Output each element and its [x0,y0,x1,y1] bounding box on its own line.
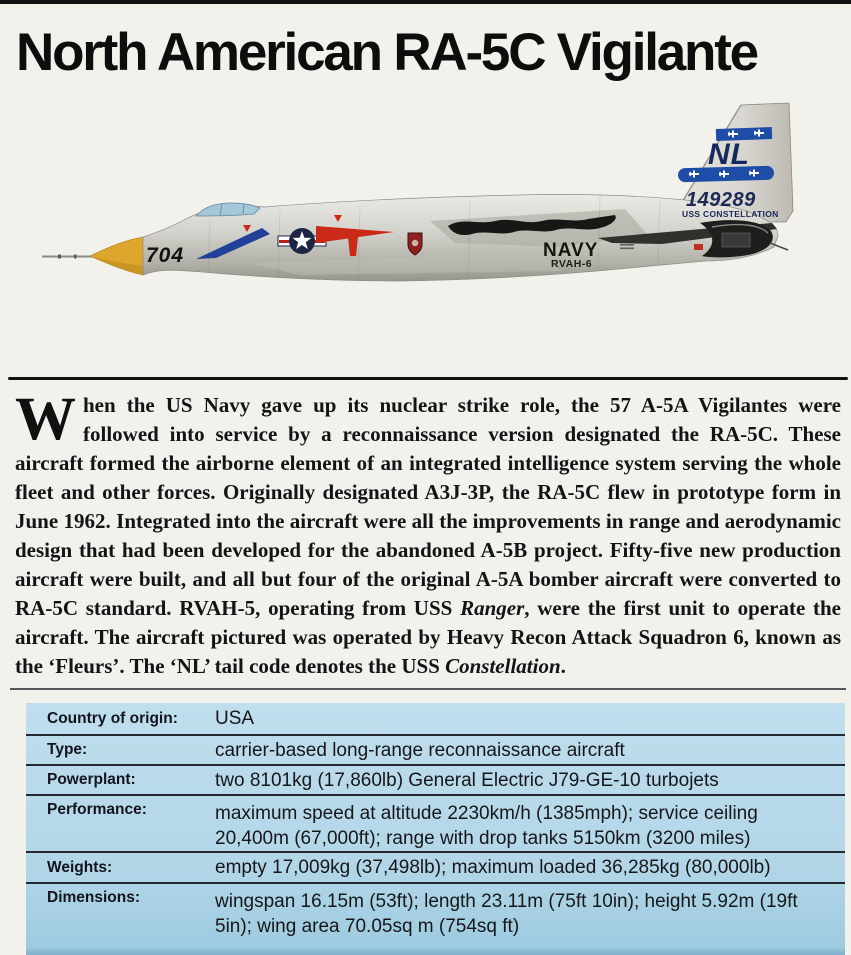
article-text-1: hen the US Navy gave up its nuclear strike role, the 57 A-5A Vigilantes were followed into service by a reconnaissance version designated the RA-5C. These aircraft formed the airborne element of an integrated intelligence system serving the whole fleet and other forces. Originally designated A3J-3P, the RA-5C flew in prototype form in June 1962. Integrated into the aircraft were all the improvements in range and aerodynamic design that had been developed for the abandoned A-5B project. Fifty-five new production aircraft were built, and all but four of the original A-5A bomber aircraft were converted to RA-5C standard. RVAH-5, operating from USS [15,393,841,620]
cockpit-canopy [196,203,260,216]
ship-name-constellation: Constellation [445,654,561,678]
divider-rule-top [8,377,848,380]
spec-value: maximum speed at altitude 2230km/h (1385mph); service ceiling 20,400m (67,000ft); range with drop tanks 5150km (3200 miles) [215,803,758,849]
spec-label: Weights: [47,858,113,876]
spec-value: USA [215,708,255,729]
shield-detail [412,240,418,246]
ship-name-ranger: Ranger [460,596,525,620]
article-paragraph [15,386,842,681]
spec-value: wingspan 16.15m (53ft); length 23.11m (75ft 10in); height 5.92m (19ft 5in); wing area 70.05sq m (754sq ft) [215,891,798,937]
spec-row-country [26,703,845,736]
article-text-3: . [560,654,566,678]
page-top-rule [0,0,851,4]
spec-row-weights [26,853,845,884]
divider-rule-bottom [10,688,846,690]
squadron-label: RVAH-6 [551,258,593,270]
spec-row-performance [26,796,845,853]
tail-serial: 149289 [686,189,756,211]
navy-label: NAVY [543,240,599,261]
pitot-probe-icon [42,255,94,259]
article-text-2: , were the first unit to operate the aircraft. The aircraft pictured was operated by Heavy Recon Attack Squadron 6, known as the ‘Fleurs’. The ‘NL’ tail code denotes the USS [15,596,842,678]
tail-code: NL [708,138,750,171]
carrier-name: USS CONSTELLATION [682,209,779,219]
aircraft-svg [0,95,851,310]
drop-cap: W [15,386,76,453]
spec-value: two 8101kg (17,860lb) General Electric J79-GE-10 turbojets [215,769,719,791]
spec-row-type [26,736,845,766]
aircraft-illustration [0,95,851,310]
tail-red-marking [694,244,703,250]
spec-row-dimensions [26,884,845,955]
spec-table [26,703,845,955]
page-title: North American RA-5C Vigilante [16,23,757,82]
spec-value: empty 17,009kg (37,498lb); maximum loaded 36,285kg (80,000lb) [215,857,771,878]
page-bottom-shade [26,947,845,955]
spec-label: Country of origin: [47,709,178,727]
nose-number: 704 [146,244,185,267]
spec-row-powerplant [26,766,845,796]
spec-value: carrier-based long-range reconnaissance aircraft [215,739,625,761]
spec-label: Type: [47,741,88,758]
spec-label: Dimensions: [47,889,141,906]
spec-label: Powerplant: [47,771,136,788]
spec-label: Performance: [47,801,147,818]
